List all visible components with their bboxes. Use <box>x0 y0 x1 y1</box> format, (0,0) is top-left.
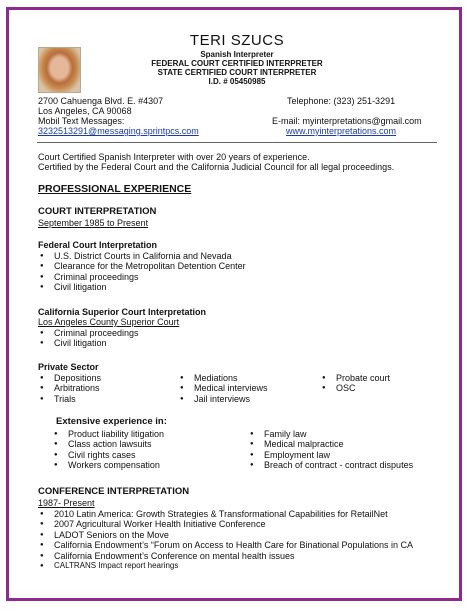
list-item: ● Criminal proceedings <box>38 272 246 282</box>
list-item: ● Civil litigation <box>38 338 139 348</box>
state-court-name: Los Angeles County Superior Court <box>38 317 180 327</box>
professional-experience-heading: PROFESSIONAL EXPERIENCE <box>38 183 192 195</box>
private-sector-heading: Private Sector <box>38 362 99 372</box>
list-item: ● Breach of contract - contract disputes <box>248 460 413 470</box>
divider <box>37 142 437 143</box>
list-item: ● Clearance for the Metropolitan Detention Center <box>38 261 246 271</box>
state-court-list <box>38 328 139 349</box>
address-line-1: 2700 Cahuenga Blvd. E. #4307 <box>38 96 164 106</box>
list-item: ● CALTRANS Impact report hearings <box>38 561 413 571</box>
candidate-name: TERI SZUCS <box>189 32 285 49</box>
list-item: ● Mediations <box>178 373 268 383</box>
list-item: ● Medical interviews <box>178 383 268 393</box>
conference-dates: 1987- Present <box>38 498 95 508</box>
extensive-col-2 <box>248 429 413 471</box>
private-sector-col-1 <box>38 373 101 404</box>
list-item: ● Arbitrations <box>38 383 101 393</box>
email: E-mail: myinterpretations@gmail.com <box>272 116 422 126</box>
list-item: ● Depositions <box>38 373 101 383</box>
list-item: ● Probate court <box>320 373 390 383</box>
list-item: ● U.S. District Courts in California and Nevada <box>38 251 246 261</box>
federal-court-list <box>38 251 246 293</box>
header-title-line: FEDERAL COURT CERTIFIED INTERPRETER <box>151 59 323 68</box>
conference-interpretation-heading: CONFERENCE INTERPRETATION <box>38 486 190 497</box>
mobile-email-link[interactable]: 3232513291@messaging.sprintpcs.com <box>38 126 199 136</box>
summary-line: Certified by the Federal Court and the California Judicial Council for all legal proceedings. <box>38 162 395 172</box>
list-item: ● OSC <box>320 383 390 393</box>
website-link[interactable]: www.myinterpretations.com <box>286 126 397 136</box>
header-title-line: Spanish Interpreter <box>200 50 274 59</box>
list-item: ● Class action lawsuits <box>52 439 164 449</box>
state-court-heading: California Superior Court Interpretation <box>38 307 207 317</box>
list-item: ● Criminal proceedings <box>38 328 139 338</box>
list-item: ● Product liability litigation <box>52 429 164 439</box>
header-id-line: I.D. # 05450985 <box>208 77 266 86</box>
private-sector-col-2 <box>178 373 268 404</box>
list-item: ● Civil litigation <box>38 282 246 292</box>
telephone: Telephone: (323) 251-3291 <box>287 96 396 106</box>
court-dates: September 1985 to Present <box>38 218 149 228</box>
federal-court-heading: Federal Court Interpretation <box>38 240 158 250</box>
court-interpretation-heading: COURT INTERPRETATION <box>38 206 157 217</box>
mobile-label: Mobil Text Messages: <box>38 116 125 126</box>
private-sector-col-3 <box>320 373 390 394</box>
list-item: ● Medical malpractice <box>248 439 413 449</box>
list-item: ● Civil rights cases <box>52 450 164 460</box>
list-item: ● Workers compensation <box>52 460 164 470</box>
header-title-line: STATE CERTIFIED COURT INTERPRETER <box>157 68 317 77</box>
list-item: ● Jail interviews <box>178 394 268 404</box>
list-item: ● LADOT Seniors on the Move <box>38 530 413 540</box>
extensive-experience-heading: Extensive experience in: <box>56 416 167 427</box>
summary-line: Court Certified Spanish Interpreter with over 20 years of experience. <box>38 152 310 162</box>
list-item: ● California Endowment’s “Forum on Access to Health Care for Binational Populations in CA <box>38 540 413 550</box>
list-item: ● Employment law <box>248 450 413 460</box>
conference-list <box>38 509 413 571</box>
list-item: ● 2010 Latin America: Growth Strategies & Transformational Capabilities for RetailNet <box>38 509 413 519</box>
list-item: ● Family law <box>248 429 413 439</box>
list-item: ● 2007 Agricultural Worker Health Initiative Conference <box>38 519 413 529</box>
list-item: ● Trials <box>38 394 101 404</box>
list-item: ● California Endowment’s Conference on mental health issues <box>38 551 413 561</box>
extensive-col-1 <box>52 429 164 471</box>
profile-photo <box>38 47 81 93</box>
address-line-2: Los Angeles, CA 90068 <box>38 106 132 116</box>
